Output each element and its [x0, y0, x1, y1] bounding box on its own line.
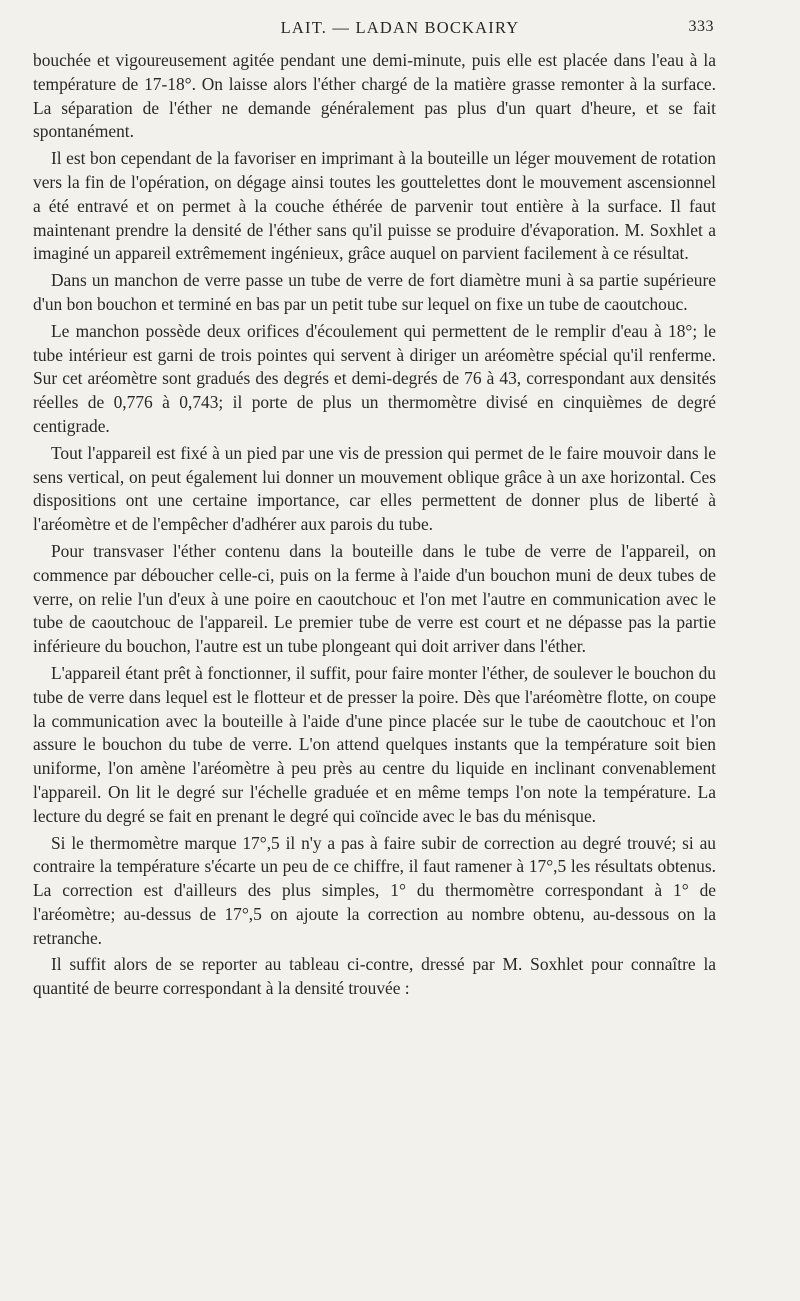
running-header [0, 14, 800, 44]
paragraph-2: Il est bon cependant de la favoriser en imprimant à la bouteille un léger mouvement de rotation vers la fin de l'opération, on dégage ainsi toutes les gouttelettes dont le mouvement ascensionnel a été entravé et on permet à la couche éthérée de parvenir tout entière à la surface. Il faut maintenant prendre la densité de l'éther sans qu'il puisse se produire d'évaporation. M. Soxhlet a imaginé un appareil extrêmement ingénieux, grâce auquel on parvient facilement à ce résultat. [33, 148, 716, 264]
paragraph-1: bouchée et vigoureusement agitée pendant une demi-minute, puis elle est placée dans l'eau à la température de 17-18°. On laisse alors l'éther chargé de la matière grasse remonter à la surface. La séparation de l'éther ne demande généralement pas plus d'un quart d'heure, et se fait spontanément. [33, 50, 716, 142]
body-text [33, 49, 716, 1004]
running-title: LAIT. — LADAN BOCKAIRY [280, 18, 520, 37]
page-number: 333 [688, 18, 714, 35]
paragraph-4: Le manchon possède deux orifices d'écoulement qui permettent de le remplir d'eau à 18°; le tube intérieur est garni de trois pointes qui servent à diriger un aréomètre spécial qu'il renferme. Sur cet aréomètre sont gradués des degrés et demi-degrés de 76 à 43, correspondant aux densités réelles de 0,776 à 0,743; il porte de plus un thermomètre divisé en cinquièmes de degré centigrade. [33, 320, 716, 436]
paragraph-5: Tout l'appareil est fixé à un pied par une vis de pression qui permet de le faire mouvoir dans le sens vertical, on peut également lui donner un mouvement oblique grâce à un axe horizontal. Ces dispositions ont une certaine importance, car elles permettent de donner plus de liberté à l'aréomètre et de l'empêcher d'adhérer aux parois du tube. [33, 442, 716, 535]
paragraph-6: Pour transvaser l'éther contenu dans la bouteille dans le tube de verre de l'appareil, on commence par déboucher celle-ci, puis on la ferme à l'aide d'un bouchon muni de deux tubes de verre, on relie l'un d'eux à une poire en caoutchouc et l'on met l'autre en communication avec le tube de caoutchouc de l'appareil. Le premier tube de verre est court et ne dépasse pas la partie inférieure du bouchon, l'autre est un tube plongeant qui doit arriver dans l'éther. [33, 540, 716, 657]
paragraph-3: Dans un manchon de verre passe un tube de verre de fort diamètre muni à sa partie supérieure d'un bon bouchon et terminé en bas par un petit tube sur lequel on fixe un tube de caoutchouc. [33, 270, 716, 314]
paragraph-8: Si le thermomètre marque 17°,5 il n'y a pas à faire subir de correction au degré trouvé; si au contraire la température s'écarte un peu de ce chiffre, il faut ramener à 17°,5 les résultats obtenus. La correction est d'ailleurs des plus simples, 1° du thermomètre correspondant à 1° de l'aréomètre; au-dessus de 17°,5 on ajoute la correction au nombre obtenu, au-dessous on la retranche. [33, 832, 716, 948]
paragraph-7: L'appareil étant prêt à fonctionner, il suffit, pour faire monter l'éther, de soulever le bouchon du tube de verre dans lequel est le flotteur et de presser la poire. Dès que l'aréomètre flotte, on coupe la communication avec la bouteille à l'aide d'une pince placée sur le tube de caoutchouc et l'on assure le bouchon du tube de verre. L'on attend quelques instants que la température soit bien uniforme, l'on amène l'aréomètre à peu près au centre du liquide en inclinant convenablement l'appareil. On lit le degré sur l'échelle graduée et en même temps l'on note la température. La lecture du degré se fait en prenant le degré qui coïncide avec le bas du ménisque. [33, 662, 716, 826]
paragraph-9: Il suffit alors de se reporter au tableau ci-contre, dressé par M. Soxhlet pour connaître la quantité de beurre correspondant à la densité trouvée : [33, 954, 716, 999]
